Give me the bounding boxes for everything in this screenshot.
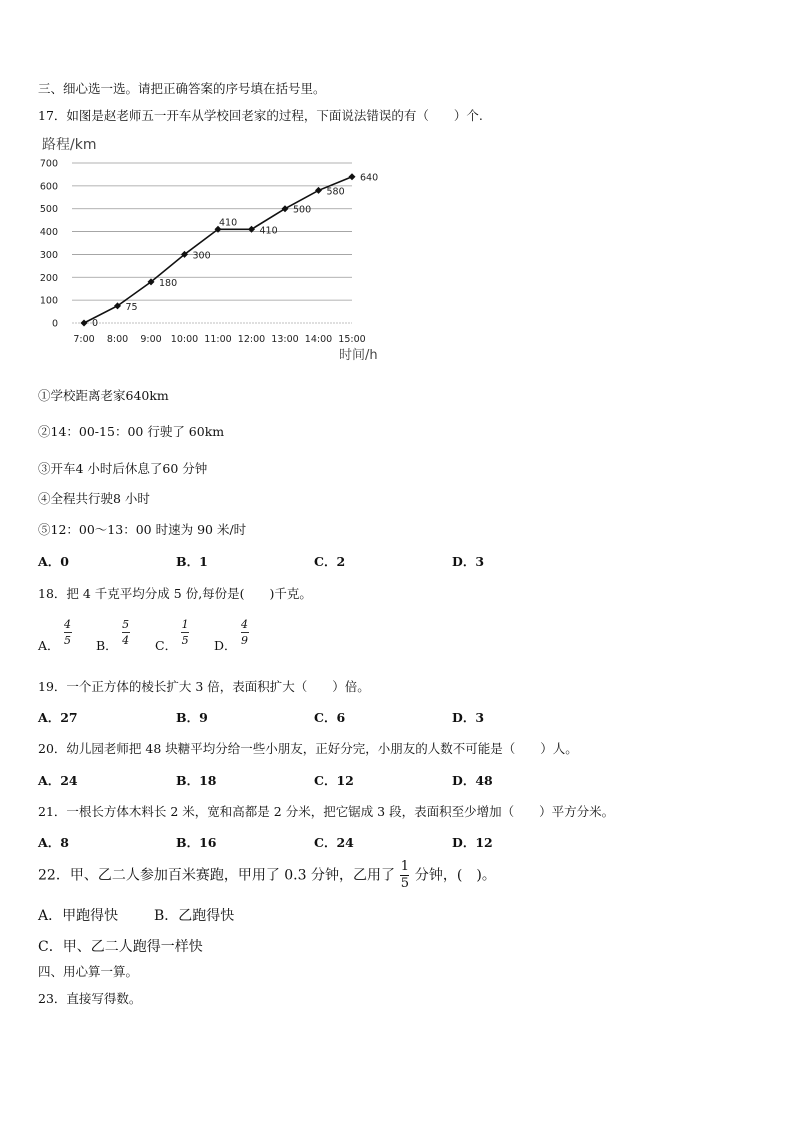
section4-title: 四、用心算一算。 [38,964,139,979]
data-label: 580 [326,186,345,198]
x-tick-label: 11:00 [204,334,232,345]
x-tick-label: 7:00 [73,334,95,345]
q21-option-b[interactable]: B．16 [176,835,217,850]
q19-option-c[interactable]: C．6 [314,710,346,725]
chart-ylabel: 路程/km [42,137,97,153]
data-label: 640 [360,172,379,184]
x-tick-label: 14:00 [304,334,333,345]
q17-statement-1: ①学校距离老家640km [38,388,169,403]
fraction-denominator: 5 [181,634,189,647]
data-label: 75 [125,301,138,313]
q22-line [38,860,496,891]
q18-option-c[interactable] [155,618,189,654]
q20-option-a[interactable]: A．24 [38,773,78,788]
q17-statement-2: ②14：00-15：00 行驶了 60km [38,424,225,439]
q17-option-a[interactable]: A．0 [38,554,69,569]
x-tick-label: 13:00 [271,334,299,345]
q18-option-a-letter: A． [38,638,60,653]
q17-statement-3: ③开车4 小时后休息了60 分钟 [38,461,208,476]
q18-option-d-fraction [241,618,249,647]
q19-text: 19．一个正方体的棱长扩大 3 倍，表面积扩大（ ）倍。 [38,679,370,694]
fraction-bar [241,632,249,633]
chart-xlabel: 时间/h [339,348,378,362]
y-tick-label: 0 [51,318,58,330]
data-point [81,320,88,327]
q17-text: 17．如图是赵老师五一开车从学校回老家的过程，下面说法错误的有（ ）个. [38,108,483,123]
q22-option-b[interactable]: B．乙跑得快 [154,908,235,924]
q18-option-c-fraction [181,618,189,647]
data-label: 0 [92,318,99,329]
section3-title: 三、细心选一选。请把正确答案的序号填在括号里。 [38,81,326,96]
q20-option-c[interactable]: C．12 [314,773,354,788]
q22-option-c[interactable]: C．甲、乙二人跑得一样快 [38,939,203,955]
fraction-numerator: 4 [64,618,72,631]
data-point [349,173,356,180]
q18-option-c-letter: C． [155,638,178,653]
q22-option-a[interactable]: A．甲跑得快 [38,908,119,924]
q19-option-d[interactable]: D．3 [452,710,485,725]
data-label: 300 [192,250,211,262]
q20-option-b[interactable]: B．18 [176,773,217,788]
fraction-bar [181,632,189,633]
q20-text: 20．幼儿园老师把 48 块糖平均分给一些小朋友，正好分完，小朋友的人数不可能是（ ）人。 [38,741,578,756]
q21-text: 21．一根长方体木料长 2 米，宽和高都是 2 分米，把它锯成 3 段，表面积至少增加（ ）平方分米。 [38,804,615,819]
y-tick-label: 400 [39,227,58,239]
data-label: 180 [159,277,178,289]
q18-option-d-letter: D． [214,638,237,653]
q18-option-b[interactable] [96,618,130,654]
fraction-bar [64,632,72,633]
q19-option-a[interactable]: A．27 [38,710,78,725]
fraction-denominator: 5 [400,876,410,891]
q18-option-a[interactable] [38,618,72,654]
q22-text-after: 分钟，( )。 [414,867,496,884]
q18-option-b-fraction [122,618,130,647]
y-tick-label: 700 [39,158,58,170]
fraction-denominator: 4 [122,634,130,647]
q21-option-c[interactable]: C．24 [314,835,354,850]
q19-option-b[interactable]: B．9 [176,710,208,725]
q22-text-before: 22．甲、乙二人参加百米赛跑，甲用了 0.3 分钟，乙用了 [38,867,395,884]
q22-fraction [400,860,409,891]
x-tick-label: 8:00 [106,334,129,345]
y-tick-label: 200 [39,272,58,284]
fraction-bar [122,632,130,633]
y-tick-label: 600 [39,181,58,193]
y-tick-label: 500 [39,204,58,216]
x-tick-label: 10:00 [170,334,199,345]
series-line [84,177,352,323]
fraction-denominator: 9 [241,634,249,647]
data-label: 410 [219,217,238,229]
q18-text: 18．把 4 千克平均分成 5 份,每份是( )千克。 [38,586,312,601]
q20-option-d[interactable]: D．48 [452,773,493,788]
x-tick-label: 15:00 [338,334,366,345]
q23-text: 23．直接写得数。 [38,991,142,1006]
q21-option-a[interactable]: A．8 [38,835,69,850]
q18-option-b-letter: B． [96,638,118,653]
y-tick-label: 300 [39,249,58,261]
q18-option-a-fraction [64,618,72,647]
y-tick-label: 100 [39,295,58,307]
q17-statement-5: ⑤12：00～13：00 时速为 90 米/时 [38,522,247,537]
q18-option-d[interactable] [214,618,249,654]
fraction-denominator: 5 [64,634,72,647]
x-tick-label: 9:00 [140,334,162,345]
fraction-numerator: 4 [241,618,249,631]
q17-option-c[interactable]: C．2 [314,554,346,569]
x-tick-label: 12:00 [237,334,266,345]
distance-time-chart [36,132,386,362]
q21-option-d[interactable]: D．12 [452,835,493,850]
data-point [315,187,322,194]
q17-option-b[interactable]: B．1 [176,554,208,569]
fraction-numerator: 1 [400,859,410,874]
data-label: 410 [259,225,278,237]
fraction-numerator: 5 [122,618,130,631]
q17-option-d[interactable]: D．3 [452,554,485,569]
q17-statement-4: ④全程共行驶8 小时 [38,491,150,506]
data-label: 500 [293,204,312,216]
data-point [282,205,289,212]
fraction-numerator: 1 [181,618,189,631]
